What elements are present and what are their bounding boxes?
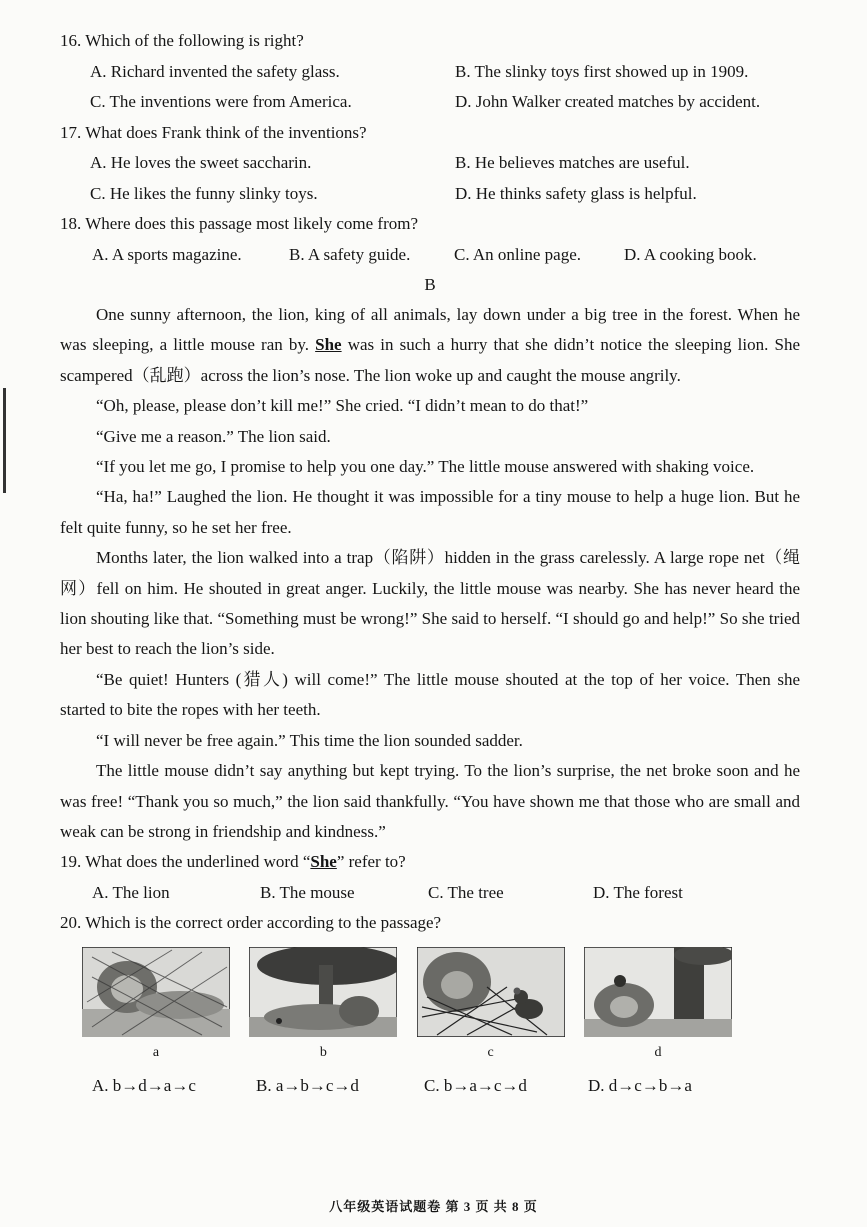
question-20-option-d: D. d→c→b→a — [588, 1075, 692, 1095]
question-19-option-b: B. The mouse — [260, 882, 355, 902]
question-19-stem-before: 19. What does the underlined word “ — [60, 852, 311, 872]
question-20-stem: 20. Which is the correct order according to the passage? — [60, 913, 442, 933]
question-17-options — [60, 148, 800, 209]
passage-p1-before: One sunny afternoon, the lion, king of all animals, lay down under a big tree in the forest. When he was sleeping, a little mouse ran by. — [60, 305, 800, 355]
picture-d — [584, 947, 732, 1063]
underlined-word-she: She — [315, 335, 342, 355]
question-19-stem-after: ” refer to? — [336, 852, 406, 872]
question-19-stem — [60, 847, 800, 878]
question-17-option-a: A. He loves the sweet saccharin. — [90, 153, 312, 172]
page-edge-mark — [3, 388, 6, 493]
mouse-biting-net-illustration — [417, 947, 565, 1037]
question-16-options — [60, 57, 800, 118]
section-b-heading: B — [424, 275, 436, 294]
exam-page — [60, 26, 800, 1101]
lion-sleeping-under-tree-illustration — [249, 947, 397, 1037]
picture-c-label: c — [487, 1044, 494, 1060]
question-18-option-d: D. A cooking book. — [624, 244, 757, 264]
passage-p1-after: was in such a hurry that she didn’t notice the sleeping lion. She scampered（乱跑）across the lion’s nose. The lion woke up and caught the mouse angrily. — [60, 335, 800, 385]
picture-a-label: a — [152, 1044, 160, 1060]
passage-paragraph-4: “If you let me go, I promise to help you one day.” The little mouse answered with shaking voice. — [96, 457, 755, 477]
picture-a — [82, 947, 230, 1063]
question-19-underlined-word: She — [310, 852, 337, 872]
passage-paragraph-6: Months later, the lion walked into a trap（陷阱）hidden in the grass carelessly. A large rope net（绳网）fell on him. He shouted in great anger. Luckily, the little mouse was nearby. She has never heard the lion shouting like that. “Something must be wrong!” She said to herself. “I should go and help!” So she tried her best to reach the lion’s side. — [60, 548, 800, 659]
question-18-stem: 18. Where does this passage most likely come from? — [60, 214, 419, 233]
picture-d-label: d — [654, 1044, 662, 1060]
question-20-option-a: A. b→d→a→c — [92, 1075, 196, 1095]
question-16-option-b: B. The slinky toys first showed up in 1909. — [455, 61, 749, 81]
question-16-stem: 16. Which of the following is right? — [60, 31, 304, 50]
lion-in-net-illustration — [82, 947, 230, 1037]
question-19-option-c: C. The tree — [428, 882, 504, 902]
question-17-option-c: C. He likes the funny slinky toys. — [90, 183, 318, 203]
question-18-option-a: A. A sports magazine. — [92, 244, 242, 264]
question-17-stem: 17. What does Frank think of the inventions? — [60, 122, 367, 142]
question-16-option-c: C. The inventions were from America. — [90, 92, 352, 111]
question-18-option-b: B. A safety guide. — [289, 244, 411, 264]
mouse-on-lion-under-tree-illustration — [584, 947, 732, 1037]
picture-b-label: b — [319, 1044, 327, 1060]
question-18-options — [60, 240, 800, 271]
question-19-options — [60, 878, 800, 909]
passage-paragraph-5: “Ha, ha!” Laughed the lion. He thought it was impossible for a tiny mouse to help a huge lion. But he felt quite funny, so he set her free. — [60, 487, 800, 537]
passage-paragraph-1 — [60, 300, 800, 391]
question-19-option-d: D. The forest — [593, 882, 683, 902]
passage-paragraph-9: The little mouse didn’t say anything but kept trying. To the lion’s surprise, the net broke soon and he was free! “Thank you so much,” the lion said thankfully. “You have shown me that those who are small and weak can be strong in friendship and kindness.” — [60, 761, 800, 841]
question-16-option-d: D. John Walker created matches by accident. — [455, 92, 761, 111]
passage-paragraph-8: “I will never be free again.” This time the lion sounded sadder. — [96, 730, 523, 750]
question-18-option-c: C. An online page. — [454, 244, 582, 264]
picture-b — [249, 947, 397, 1063]
passage-paragraph-2: “Oh, please, please don’t kill me!” She cried. “I didn’t mean to do that!” — [96, 396, 589, 416]
question-20-option-c: C. b→a→c→d — [424, 1075, 527, 1095]
question-17-option-d: D. He thinks safety glass is helpful. — [455, 183, 697, 203]
passage-paragraph-3: “Give me a reason.” The lion said. — [96, 426, 331, 446]
question-16-option-a: A. Richard invented the safety glass. — [90, 61, 340, 81]
picture-row — [82, 947, 732, 1063]
page-footer: 八年级英语试题卷 第 3 页 共 8 页 — [329, 1199, 538, 1214]
question-17-option-b: B. He believes matches are useful. — [455, 153, 690, 172]
question-19-option-a: A. The lion — [92, 882, 170, 902]
passage-paragraph-7: “Be quiet! Hunters (猎人) will come!” The little mouse shouted at the top of her voice. Then she started to bite the ropes with her teeth. — [60, 669, 800, 720]
question-20-option-b: B. a→b→c→d — [256, 1075, 359, 1095]
question-20-options — [60, 1071, 800, 1102]
picture-c — [417, 947, 565, 1063]
